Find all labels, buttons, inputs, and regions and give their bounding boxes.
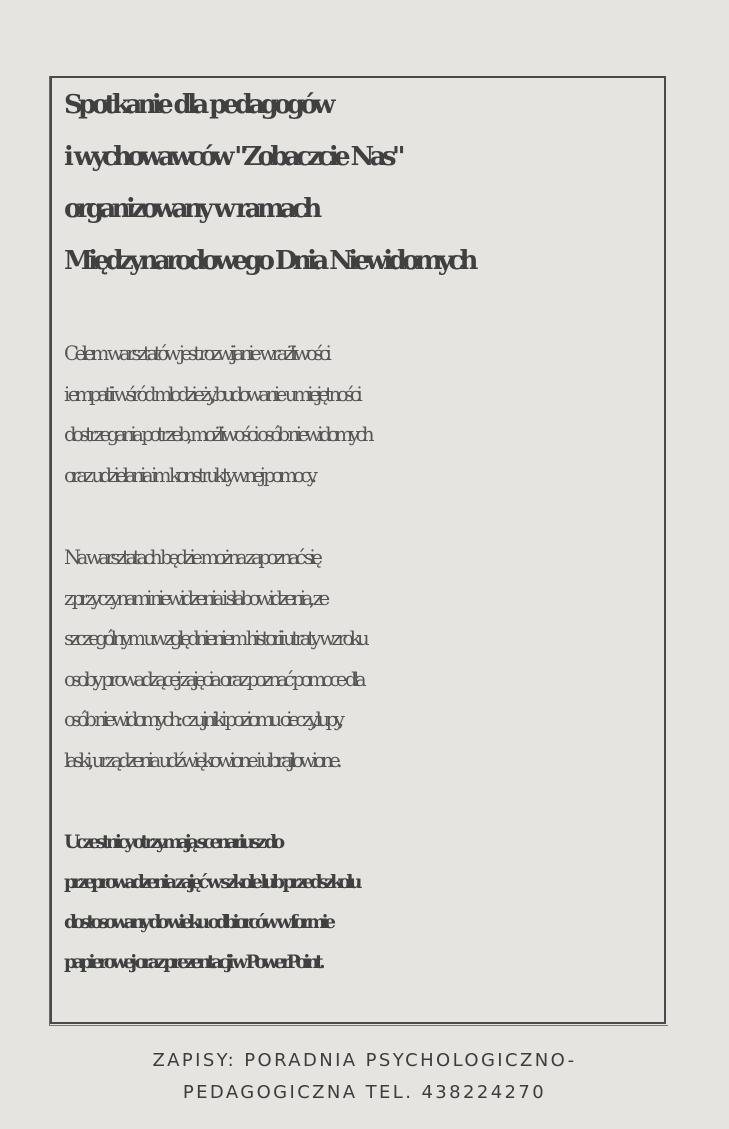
paragraph-line: dostrzegania potrzeb, możliwości osób niewidomych bbox=[64, 423, 371, 446]
workshop-content-paragraph bbox=[64, 538, 664, 781]
paragraph-line: Na warsztatach będzie można zapoznać się bbox=[64, 546, 319, 569]
paragraph-line: dostosowany do wieku odbiorców w formie bbox=[64, 912, 332, 933]
paragraph-line: oraz udzielania im konstruktywnej pomocy. bbox=[64, 463, 313, 487]
paragraph-line: i empatii wśród młodzieży, budowanie umiejętności bbox=[64, 382, 359, 406]
frame-edge-bottom bbox=[49, 1025, 668, 1026]
paragraph-line: papierowej oraz prezentacji w PowerPoint. bbox=[64, 952, 322, 973]
participants-info-paragraph bbox=[64, 823, 664, 983]
title-line: Międzynarodowego Dnia Niewidomych bbox=[64, 246, 474, 276]
paragraph-line: laski, urządzenia udźwiękowione i ubrajlowione. bbox=[64, 748, 339, 772]
paragraph-line: Uczestnicy otrzymają scenariusz do bbox=[64, 832, 281, 853]
event-title bbox=[64, 79, 664, 287]
workshop-goal-paragraph bbox=[64, 334, 664, 496]
footer-line: PEDAGOGICZNA TEL. 438224270 bbox=[182, 1082, 547, 1103]
paragraph-line: szczególnym uwzględnieniem historii utraty wzroku bbox=[64, 627, 366, 650]
footer-line: ZAPISY: PORADNIA PSYCHOLOGICZNO- bbox=[152, 1050, 577, 1071]
paragraph-line: przeprowadzenia zajęć w szkole lub przedszkolu bbox=[64, 872, 358, 893]
title-line: i wychowawców "Zobaczcie Nas" bbox=[64, 142, 401, 172]
title-line: organizowany w ramach bbox=[64, 194, 318, 224]
frame-edge-left bbox=[49, 76, 50, 1026]
paragraph-line: osoby prowadzącej zajęcia oraz poznać pomoce dla bbox=[64, 667, 363, 691]
registration-footer bbox=[0, 1045, 729, 1109]
paragraph-line: osób niewidomych: czujniki poziomu cieczy, lupy, bbox=[64, 708, 340, 731]
paragraph-line: z przyczynami niewidzenia i słabowidzenia, ze bbox=[64, 586, 326, 610]
paragraph-line: Celem warsztatów jest rozwijanie wrażliwości bbox=[64, 342, 328, 365]
title-line: Spotkanie dla pedagogów bbox=[64, 90, 331, 120]
